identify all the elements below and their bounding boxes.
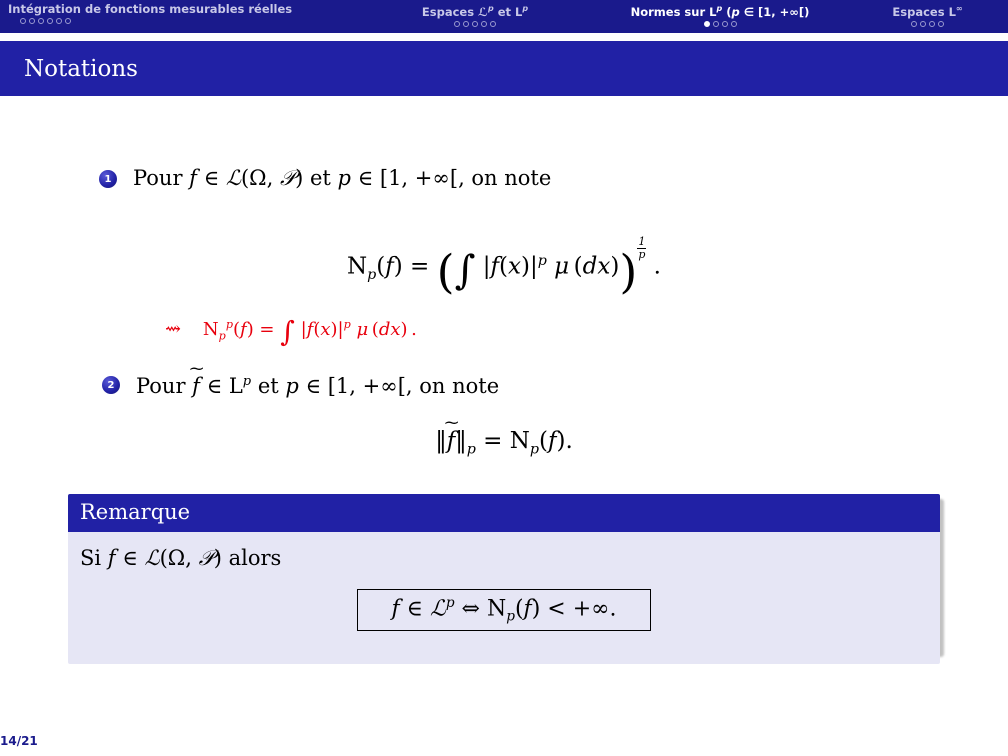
boxed-equation: f ∈ ℒ$^p$ ⇔ $N_p(f)$ < +∞. xyxy=(357,589,651,631)
nav-section-normes-lp[interactable] xyxy=(585,2,855,27)
nav-dot[interactable] xyxy=(29,18,35,24)
list-item-bullet: 2 xyxy=(102,376,120,394)
remark-block xyxy=(68,494,940,664)
nav-section-espaces-lp-label: Espaces ℒ$^p$ et $L^p$ xyxy=(421,4,529,19)
list-item-bullet: 1 xyxy=(99,170,117,188)
nav-dot[interactable] xyxy=(56,18,62,24)
page-title: Notations xyxy=(24,55,138,82)
nav-section-espaces-lp-dots xyxy=(360,21,590,27)
list-item xyxy=(102,372,499,398)
nav-dot[interactable] xyxy=(20,18,26,24)
nav-dot[interactable] xyxy=(65,18,71,24)
list-item-text: Pour ~ f ∈ $L^p$ et p ∈ [1, +∞[, on note xyxy=(136,372,499,398)
nav-dot[interactable] xyxy=(454,21,460,27)
nav-section-espaces-linf-dots xyxy=(855,21,1000,27)
nav-section-integration-dots xyxy=(20,18,368,24)
navigation-bar xyxy=(0,0,1008,33)
nav-section-espaces-linf-label: Espaces L∞ xyxy=(892,4,963,19)
nav-dot[interactable] xyxy=(481,21,487,27)
nav-dot[interactable] xyxy=(47,18,53,24)
list-item-text: Pour f ∈ ℒ(Ω, 𝒫) et p ∈ [1, +∞[, on note xyxy=(133,166,552,190)
nav-dot[interactable] xyxy=(929,21,935,27)
footer xyxy=(0,728,1008,748)
slide-content xyxy=(0,96,1008,716)
page-number: 14/21 xyxy=(0,734,38,748)
equation-norm-definition: ‖~ $f‖_p = N_p(f)$. xyxy=(0,426,1008,458)
nav-section-normes-lp-label: Normes sur $L^p$ (p ∈ [1, +∞[) xyxy=(630,4,810,19)
remark-block-title: Remarque xyxy=(68,494,940,532)
nav-dot[interactable] xyxy=(38,18,44,24)
nav-section-espaces-lp[interactable] xyxy=(360,2,590,27)
nav-dot[interactable] xyxy=(920,21,926,27)
nav-dot[interactable] xyxy=(722,21,728,27)
nav-dot[interactable] xyxy=(911,21,917,27)
frame-title-bar xyxy=(0,41,1008,96)
nav-section-normes-lp-dots xyxy=(585,21,855,27)
nav-section-espaces-linf[interactable] xyxy=(855,2,1000,27)
nav-dot[interactable] xyxy=(463,21,469,27)
list-item xyxy=(99,166,551,191)
squiggly-arrow-icon: ⇝ xyxy=(165,318,181,340)
red-annotation: ⇝ $N_p^p(f)$ = ∫ $|f(x)|^p$ μ (dx) . xyxy=(165,315,417,348)
remark-block-line: Si f ∈ ℒ(Ω, 𝒫) alors xyxy=(80,546,282,570)
nav-dot[interactable] xyxy=(490,21,496,27)
remark-block-body xyxy=(68,532,940,664)
nav-dot-current[interactable] xyxy=(704,21,710,27)
nav-dot[interactable] xyxy=(713,21,719,27)
equation-np-definition: $N_p(f)$ = (∫ $|f(x)|^p$ μ (dx)) $\frac{1}{p}$ . xyxy=(347,235,661,299)
nav-dot[interactable] xyxy=(472,21,478,27)
nav-section-integration-label: Intégration de fonctions mesurables réelles xyxy=(8,2,293,16)
nav-dot[interactable] xyxy=(731,21,737,27)
nav-section-integration[interactable] xyxy=(8,2,368,24)
nav-dot[interactable] xyxy=(938,21,944,27)
